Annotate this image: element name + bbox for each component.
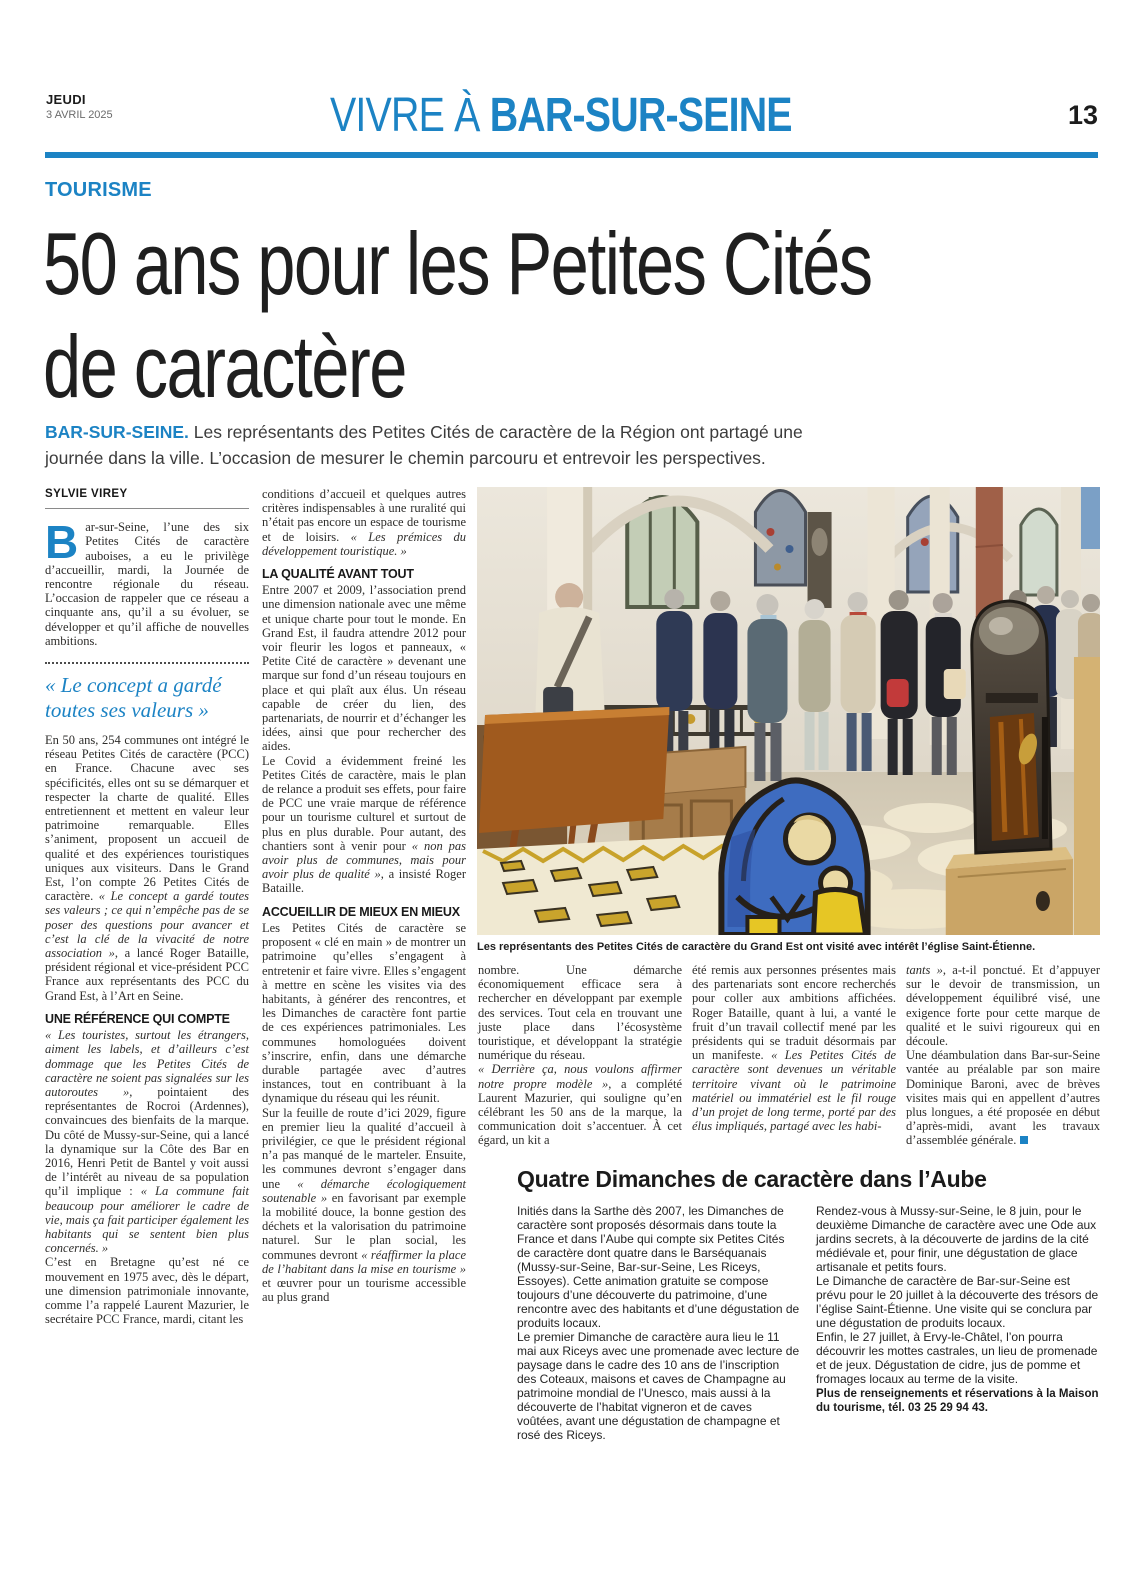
headline-line-1: 50 ans pour les Petites Cités [43, 214, 872, 313]
body-column-4 [692, 963, 896, 1133]
paragraph: Le premier Dimanche de caractère aura lieu le 11 mai aux Riceys avec une promenade avec lecture de paysage dans le cadre des 10 ans de l’inscription des Coteaux, maisons et caves de Champagne au patrimoine mondial de l’Unesco, mais aussi à la découverte de l’habitat vigneron et de caves voûtées, avant une dégustation de champagne et rosé des Riceys. [517, 1330, 800, 1442]
body-column-2 [262, 487, 466, 1304]
standfirst-lead: BAR-SUR-SEINE. [45, 422, 189, 442]
paragraph: Entre 2007 et 2009, l’association prend une dimension nationale avec une même et unique charte pour tout le monde. En Grand Est, il faudra attendre 2012 pour voir fleurir les logos et panneaux, « Petite Cité de caractère » devenant une marque sur fond d’un réseau toujours en place et qui plaît aux élus. Un réseau capable de créer du lien, des partenariats, de nourrir et d’échanger les idées, ainsi que pour rechercher des aides. [262, 583, 466, 754]
paragraph: conditions d’accueil et quelques autres critères indispensables à une ruralité qui n’était pas encore un espace de tourisme et de loisirs. « Les prémices du développement touristique. » [262, 487, 466, 558]
masthead-rule [45, 152, 1098, 158]
photo-caption: Les représentants des Petites Cités de caractère du Grand Est ont visité avec intérêt l’église Saint-Étienne. [477, 941, 1036, 953]
standfirst [45, 419, 845, 471]
paragraph: été remis aux personnes présentes mais des partenariats sont encore recherchés pour coller aux ambitions affichées. Roger Bataille, quant à lui, a vanté le fruit d’un travail collectif mené par les présidents qui se traduit désormais par un manifeste. « Les Petites Cités de caractère sont devenues un véritable territoire vivant où le patrimoine matériel ou immatériel est le fil rouge d’un projet de long terme, porté par des élus impliqués, partagé avec les habi- [692, 963, 897, 1134]
section-title [330, 88, 792, 143]
paragraph: Rendez-vous à Mussy-sur-Seine, le 8 juin, pour le deuxième Dimanche de caractère avec une Ode aux jardins secrets, à la découverte de jardins de la cité médiévale et, pour finir, une dégustation de glace artisanale et petits fours. [816, 1204, 1097, 1274]
section-title-bold: BAR-SUR-SEINE [489, 89, 792, 142]
box-footer-contact: Plus de renseignements et réservations à la Maison du tourisme, tél. 03 25 29 94 43. [816, 1388, 1099, 1414]
drop-cap: B [45, 516, 79, 569]
plywood-panel [1074, 657, 1100, 935]
paragraph: Sur la feuille de route d’ici 2029, figure en premier lieu la qualité d’accueil à privilégier, ce que le président régional n’a pas manqué de le marteler. Ensuite, les communes devront s’engager dans une « démarche écologiquement soutenable » en favorisant par exemple la mobilité douce, la bonne gestion des déchets et la valorisation du patrimoine naturel. Sur le plan social, les communes devront « réaffirmer la place de l’habitant dans la mise en tourisme » et œuvrer pour un tourisme accessible au plus grand [262, 1105, 466, 1305]
kicker: TOURISME [45, 179, 152, 201]
paragraph: « Derrière ça, nous voulons affirmer notre propre modèle », a complété Laurent Mazurier, qui souligne qu’en célébrant les 50 ans de la marque, la communication doit s’accentuer. À cet égard, un kit a [478, 1062, 682, 1148]
paragraph: Une déambulation dans Bar-sur-Seine vantée au préalable par son maire Dominique Baroni, avec de brèves visites mais qui en appellent d’autres plus longues, a été proposée en début d’après-midi, avant les travaux d’assemblée générale. [906, 1048, 1100, 1148]
box-column-right [816, 1204, 1099, 1442]
church-interior-illustration [477, 487, 1100, 935]
box-column-left [517, 1204, 800, 1442]
byline: SYLVIE VIREY [45, 487, 249, 509]
date-day: JEUDI [46, 92, 86, 107]
ceremonial-rug [477, 835, 741, 935]
paragraph: Initiés dans la Sarthe dès 2007, les Dimanches de caractère sont proposés désormais dans toute la France et dans l’Aube qui compte six Petites Cités de caractère dont quatre dans le Barséquanais (Mussy-sur-Seine, Bar-sur-Seine, Les Riceys, Essoyes). Cette animation gratuite se compose toujours d’une découverte du patrimoine, d’une rencontre avec des habitants et d’une dégustation de produits locaux. [517, 1204, 800, 1330]
paragraph: Bar-sur-Seine, l’une des six Petites Cités de caractère auboises, a eu le privilège d’accueillir, mardi, la Journée de rencontre régionale du réseau. L’occasion de rappeler que ce réseau a cinquante ans, qu’il a su évoluer, se développer et qu’il affiche de nouvelles ambitions. [45, 516, 249, 648]
paragraph: C’est en Bretagne qu’est né ce mouvement en 1975 avec, dès le départ, une dimension patrimoniale innovante, comme l’a rappelé Laurent Mazurier, le secrétaire PCC France, mardi, citant les [45, 1255, 249, 1327]
headline [43, 212, 871, 418]
paragraph: En 50 ans, 254 communes ont intégré le réseau Petites Cités de caractère (PCC) en France. Chacune avec ses spécificités, elles ont su se démarquer et respecter la charte de qualité. Elles entretiennent et mettent en valeur leur patrimoine remarquable. Elles s’animent, proposent un accueil de qualité et des expériences touristiques uniques aux visiteurs. Dans le Grand Est, l’on compte 26 Petites Cités de caractère. « Le concept a gardé toutes ses valeurs ; ce qui n’empêche pas de se poser des questions pour avancer et c’est la clé de la vivacité de notre association », a lancé Roger Bataille, président régional et vice-président PCC France aux représentants des PCC du Grand Est, à l’Art en Seine. [45, 733, 249, 1003]
body-column-1 [45, 487, 249, 1326]
subhead-la-qualite: LA QUALITÉ AVANT TOUT [262, 567, 414, 582]
date-block [46, 93, 113, 121]
body-column-3 [478, 963, 682, 1148]
pull-quote: « Le concept a gardé toutes ses valeurs » [45, 662, 249, 723]
box-title: Quatre Dimanches de caractère dans l’Aube [517, 1166, 987, 1192]
section-title-light: VIVRE À [330, 89, 480, 142]
paragraph: Les Petites Cités de caractère se proposent « clé en main » de montrer un patrimoine qu’elles s’engagent à entretenir et faire vivre. Elles s’engagent à mettre en scène les visites via des habitants, à générer des rencontres, et les Dimanches de caractère font partie de ces expériences patrimoniales. Les communes homologuées doivent s’inscrire, enfin, dans une démarche durable partagée avec d’autres instances, tout en contribuant à la dynamique du réseau qui les réunit. [262, 920, 466, 1106]
subhead-une-reference: UNE RÉFÉRENCE QUI COMPTE [45, 1011, 230, 1026]
paragraph: Le Dimanche de caractère de Bar-sur-Seine est prévu pour le 20 juillet à la découverte des trésors de l’église Saint-Étienne. Une visite qui se conclura par une dégustation de produits locaux. [816, 1274, 1099, 1330]
end-of-article-marker [1020, 1136, 1028, 1144]
paragraph: tants », a-t-il ponctué. Et d’appuyer sur le devoir de transmission, un développement équilibré visé, une exigence forte pour cette marque de qualité et le suivi rigoureux qui en découle. [906, 963, 1100, 1049]
paragraph: « Les touristes, surtout les étrangers, aiment les labels, et d’ailleurs c’est dommage que les Petites Cités de caractère ne soient pas signalées sur les autoroutes », pointaient des représentantes de Rocroi (Ardennes), convaincues des bienfaits de la marque. Du côté de Mussy-sur-Seine, qui a lancé la dynamique sur la Côte des Bar en 2016, Henri Petit de Bantel y voit aussi de l’intérêt au niveau de sa population qu’il implique : « La commune fait beaucoup pour améliorer le cadre de vie, mais ça fait participer également les habitants qui se sentent bien plus concernés. » [45, 1028, 249, 1256]
standfirst-text: Les représentants des Petites Cités de caractère de la Région ont partagé une journée dans la ville. L’occasion de mesurer le chemin parcouru et entrevoir les perspectives. [45, 422, 803, 468]
paragraph: Enfin, le 27 juillet, à Ervy-le-Châtel, l’on pourra découvrir les mottes castrales, un lieu de promenade et de jeux. Dégustation de cidre, jus de pomme et fromages locaux au terme de la visite. [816, 1330, 1098, 1386]
article-photo [477, 487, 1100, 935]
date-value: 3 AVRIL 2025 [46, 109, 113, 122]
body-column-5 [906, 963, 1100, 1148]
paragraph: nombre. Une démarche économiquement efficace sera à rechercher en développant par exemple des services. Tout cela en trouvant une juste place dans l’écosystème touristique, et développant la stratégie numérique du réseau. [478, 963, 682, 1063]
sidebar-box [517, 1166, 1100, 1442]
subhead-accueillir: ACCUEILLIR DE MIEUX EN MIEUX [262, 904, 460, 919]
paragraph: Le Covid a évidemment freiné les Petites Cités de caractère, mais le plan de relance a produit ses effets, pour faire de PCC une vraie marque de référence pour un tourisme culturel et surtout de plus en plus durable. Pour autant, des chantiers sont à venir pour « non pas avoir plus de communes, mais pour avoir plus de qualité », a insisté Roger Bataille. [262, 753, 466, 896]
page-number: 13 [1067, 100, 1098, 130]
headline-line-2: de caractère [43, 317, 406, 416]
